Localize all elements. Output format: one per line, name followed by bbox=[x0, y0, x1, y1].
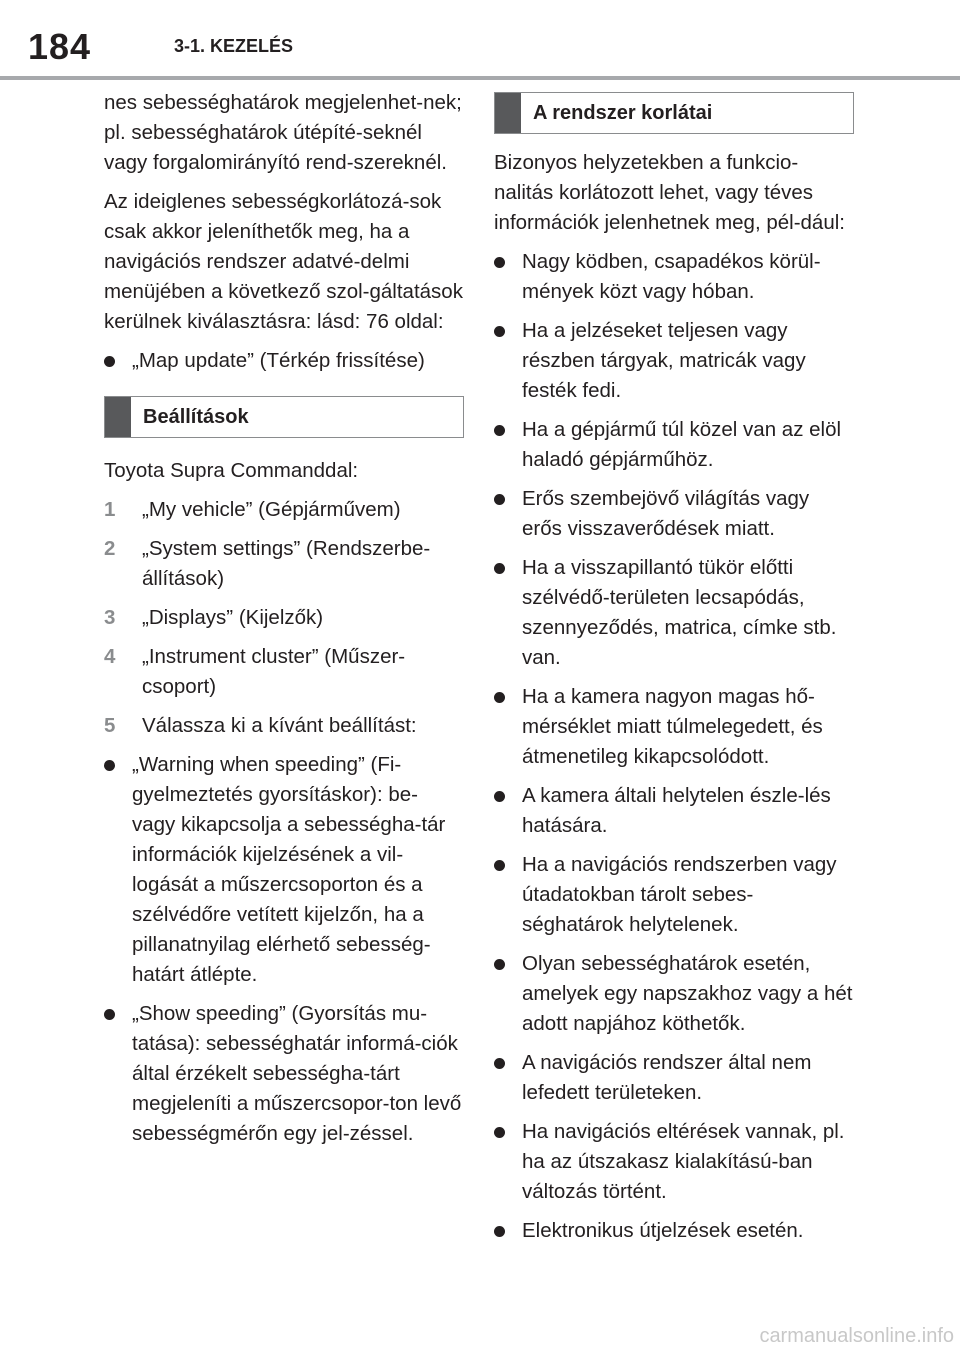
list-item-text: Ha a kamera nagyon magas hő-mérséklet miatt túlmelegedett, és átmenetileg kikapcsolódott. bbox=[522, 685, 823, 768]
list-item-text: Ha a jelzéseket teljesen vagy részben tárgyak, matricák vagy festék fedi. bbox=[522, 319, 806, 402]
list-item-text: Ha a visszapillantó tükör előtti szélvédő-területen lecsapódás, szennyeződés, matrica, címke stb. van. bbox=[522, 556, 837, 669]
bullet-icon bbox=[494, 1058, 505, 1069]
list-item bbox=[494, 682, 854, 772]
list-item bbox=[104, 346, 464, 376]
list-item bbox=[494, 1216, 854, 1246]
step-text: „My vehicle” (Gépjárművem) bbox=[142, 498, 401, 521]
step-item bbox=[104, 711, 464, 741]
bullet-icon bbox=[104, 356, 115, 367]
list-item-text: „Map update” (Térkép frissítése) bbox=[132, 349, 425, 372]
bullet-icon bbox=[494, 425, 505, 436]
list-item bbox=[494, 484, 854, 544]
list-item-text: Elektronikus útjelzések esetén. bbox=[522, 1219, 804, 1242]
list-item bbox=[494, 316, 854, 406]
paragraph: Bizonyos helyzetekben a funkcio-nalitás korlátozott lehet, vagy téves információk jelenhetnek meg, pél-dául: bbox=[494, 151, 845, 234]
step-number: 2 bbox=[104, 537, 116, 560]
paragraph: Az ideiglenes sebességkorlátozá-sok csak akkor jeleníthetők meg, ha a navigációs rendszer adatvé-delmi menüjében a következő szol-gáltatások kerülnek kiválasztásra: lásd: 76 oldal: bbox=[104, 190, 463, 333]
right-column bbox=[494, 92, 854, 1255]
paragraph: Toyota Supra Commanddal: bbox=[104, 459, 359, 482]
step-number: 5 bbox=[104, 714, 116, 737]
step-number: 1 bbox=[104, 498, 116, 521]
list-item bbox=[104, 750, 464, 990]
bullet-icon bbox=[494, 791, 505, 802]
step-text: „Instrument cluster” (Műszer-csoport) bbox=[142, 645, 406, 698]
list-item-text: Nagy ködben, csapadékos körül-mények közt vagy hóban. bbox=[522, 250, 821, 303]
list-item-text: „Show speeding” (Gyorsítás mu-tatása): sebességhatár informá-ciók által érzékelt sebességha-tárt megjeleníti a műszercsopor-ton levő sebességmérőn egy jel-zéssel. bbox=[132, 1002, 462, 1145]
list-item-text: Olyan sebességhatárok esetén, amelyek egy napszakhoz vagy a hét adott napjához köthetők. bbox=[522, 952, 853, 1035]
section-heading-label: Beállítások bbox=[143, 406, 249, 428]
paragraph: nes sebességhatárok megjelenhet-nek; pl. sebességhatárok útépíté-seknél vagy forgalomirányító rend-szereknél. bbox=[104, 91, 462, 174]
bullet-icon bbox=[494, 959, 505, 970]
bullet-icon bbox=[494, 257, 505, 268]
bullet-icon bbox=[494, 860, 505, 871]
bullet-icon bbox=[494, 1127, 505, 1138]
bullet-icon bbox=[494, 326, 505, 337]
section-heading-label: A rendszer korlátai bbox=[533, 102, 713, 124]
section-heading-limitations bbox=[494, 92, 854, 134]
list-item bbox=[494, 1117, 854, 1207]
list-item-text: Ha a navigációs rendszerben vagy útadatokban tárolt sebes-séghatárok helytelenek. bbox=[522, 853, 837, 936]
bullet-icon bbox=[494, 692, 505, 703]
bullet-icon bbox=[494, 494, 505, 505]
list-item-text: Erős szembejövő világítás vagy erős visszaverődések miatt. bbox=[522, 487, 810, 540]
step-item bbox=[104, 495, 464, 525]
list-item bbox=[494, 850, 854, 940]
list-item-text: A kamera általi helytelen észle-lés hatására. bbox=[522, 784, 831, 837]
step-text: „Displays” (Kijelzők) bbox=[142, 606, 324, 629]
step-number: 3 bbox=[104, 606, 116, 629]
bullet-icon bbox=[104, 1009, 115, 1020]
list-item-text: Ha a gépjármű túl közel van az elöl haladó gépjárműhöz. bbox=[522, 418, 842, 471]
list-item bbox=[494, 247, 854, 307]
step-item bbox=[104, 642, 464, 702]
list-item bbox=[494, 1048, 854, 1108]
list-item bbox=[494, 415, 854, 475]
step-number: 4 bbox=[104, 645, 116, 668]
page-number: 184 bbox=[28, 26, 92, 67]
heading-bar bbox=[495, 93, 521, 133]
list-item bbox=[104, 999, 464, 1149]
bullet-icon bbox=[494, 1226, 505, 1237]
step-item bbox=[104, 534, 464, 594]
section-heading-settings bbox=[104, 396, 464, 438]
heading-bar bbox=[105, 397, 131, 437]
list-item-text: „Warning when speeding” (Fi-gyelmeztetés gyorsításkor): be- vagy kikapcsolja a sebességha-tár információk kijelzésének a vil-logását a műszercsoporton és a szélvédőre vetített kijelzőn, ha a pillanatnyilag elérhető sebesség-határt átlépte. bbox=[132, 753, 446, 986]
section-title: 3-1. KEZELÉS bbox=[174, 36, 294, 56]
list-item bbox=[494, 949, 854, 1039]
bullet-icon bbox=[494, 563, 505, 574]
step-text: Válassza ki a kívánt beállítást: bbox=[142, 714, 417, 737]
list-item-text: Ha navigációs eltérések vannak, pl. ha az útszakasz kialakítású-ban változás történt. bbox=[522, 1120, 845, 1203]
step-item bbox=[104, 603, 464, 633]
left-column bbox=[104, 88, 464, 1158]
watermark: carmanualsonline.info bbox=[759, 1325, 954, 1347]
step-text: „System settings” (Rendszerbe-állítások) bbox=[142, 537, 431, 590]
list-item bbox=[494, 781, 854, 841]
list-item bbox=[494, 553, 854, 673]
page-header bbox=[0, 0, 960, 80]
list-item-text: A navigációs rendszer által nem lefedett területeken. bbox=[522, 1051, 812, 1104]
bullet-icon bbox=[104, 760, 115, 771]
header-divider bbox=[0, 76, 960, 80]
